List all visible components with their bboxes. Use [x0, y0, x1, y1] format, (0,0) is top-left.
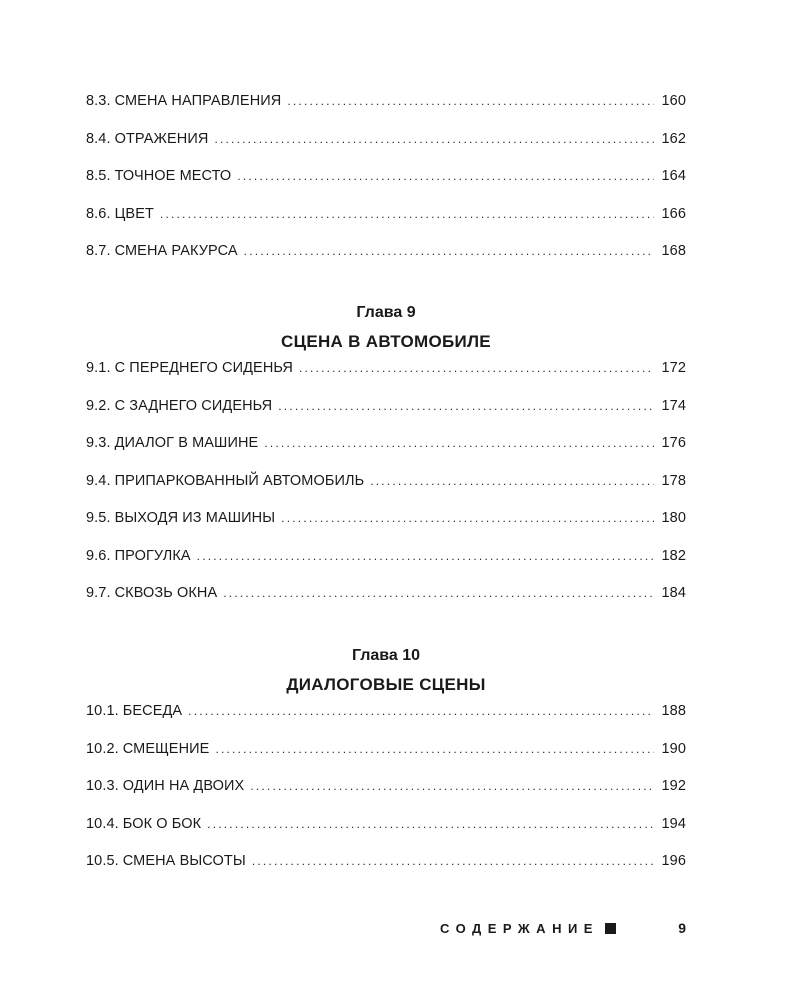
entry-page: 176: [661, 435, 686, 451]
entry-page: 194: [661, 815, 686, 832]
toc-entry[interactable]: [86, 853, 686, 891]
entry-number: 10.4.: [86, 815, 119, 832]
chapter-10-heading: [86, 647, 686, 695]
entry-title: ДИАЛОГ В МАШИНЕ: [114, 435, 259, 451]
entry-title: ЦВЕТ: [114, 205, 154, 222]
entry-page: 196: [661, 853, 686, 869]
entry-page: 190: [661, 740, 686, 757]
entry-page: 162: [661, 130, 686, 147]
toc-entry[interactable]: [86, 741, 686, 779]
chapter-9-heading: [86, 304, 686, 352]
entry-page: 188: [661, 703, 686, 719]
entry-number: 10.5.: [86, 853, 119, 869]
toc-entry[interactable]: [86, 93, 686, 131]
toc-entry[interactable]: [86, 360, 686, 398]
dot-leader: [188, 704, 654, 718]
entry-page: 192: [661, 778, 686, 794]
entry-page: 172: [661, 360, 686, 376]
toc-entry[interactable]: [86, 585, 686, 623]
entry-number: 10.2.: [86, 740, 119, 757]
entry-title: ВЫХОДЯ ИЗ МАШИНЫ: [114, 510, 276, 526]
chapter-title: ДИАЛОГОВЫЕ СЦЕНЫ: [286, 675, 486, 694]
dot-leader: [287, 94, 654, 108]
entry-page: 182: [661, 547, 686, 564]
entry-title: ОДИН НА ДВОИХ: [122, 778, 245, 794]
toc-entry[interactable]: [86, 703, 686, 741]
square-icon: [605, 923, 616, 934]
entry-title: ПРИПАРКОВАННЫЙ АВТОМОБИЛЬ: [114, 472, 365, 489]
entry-number: 8.3.: [86, 93, 111, 109]
entry-title: СКВОЗЬ ОКНА: [114, 585, 218, 601]
entry-number: 8.5.: [86, 168, 111, 184]
toc-list-chapter-9: [86, 360, 686, 623]
dot-leader: [281, 511, 654, 525]
dot-leader: [207, 817, 654, 831]
dot-leader: [237, 169, 654, 183]
entry-number: 8.6.: [86, 205, 111, 222]
toc-entry[interactable]: [86, 131, 686, 169]
toc-entry[interactable]: [86, 473, 686, 511]
entry-number: 9.1.: [86, 360, 111, 376]
entry-number: 10.3.: [86, 778, 119, 794]
toc-list-chapter-10: [86, 703, 686, 891]
chapter-label: Глава 9: [356, 304, 416, 321]
toc-entry[interactable]: [86, 816, 686, 854]
entry-title: СМЕНА ВЫСОТЫ: [122, 853, 246, 869]
dot-leader: [299, 361, 654, 375]
page-footer: [440, 920, 686, 936]
toc-entry[interactable]: [86, 398, 686, 436]
dot-leader: [160, 207, 654, 221]
chapter-label: Глава 10: [351, 647, 421, 664]
toc-entry[interactable]: [86, 778, 686, 816]
dot-leader: [252, 854, 654, 868]
chapter-title: СЦЕНА В АВТОМОБИЛЕ: [281, 332, 491, 351]
dot-leader: [278, 399, 654, 413]
dot-leader: [250, 779, 654, 793]
entry-number: 9.3.: [86, 435, 111, 451]
entry-title: СМЕНА РАКУРСА: [114, 243, 238, 259]
dot-leader: [370, 474, 654, 488]
entry-page: 180: [661, 510, 686, 526]
dot-leader: [215, 742, 654, 756]
entry-number: 8.4.: [86, 130, 111, 147]
entry-number: 9.2.: [86, 397, 111, 414]
dot-leader: [244, 244, 654, 258]
entry-page: 166: [661, 205, 686, 222]
entry-title: СМЕНА НАПРАВЛЕНИЯ: [114, 93, 282, 109]
toc-entry[interactable]: [86, 168, 686, 206]
dot-leader: [223, 586, 654, 600]
entry-title: ПРОГУЛКА: [114, 547, 191, 564]
entry-page: 174: [661, 397, 686, 414]
entry-title: БЕСЕДА: [122, 703, 183, 719]
toc-entry[interactable]: [86, 243, 686, 281]
dot-leader: [214, 132, 654, 146]
dot-leader: [264, 436, 654, 450]
toc-entry[interactable]: [86, 510, 686, 548]
toc-entry[interactable]: [86, 548, 686, 586]
entry-page: 164: [661, 168, 686, 184]
page-number: 9: [678, 920, 686, 936]
running-head: СОДЕРЖАНИЕ: [440, 920, 599, 936]
entry-page: 160: [661, 93, 686, 109]
entry-title: ТОЧНОЕ МЕСТО: [114, 168, 232, 184]
entry-title: СМЕЩЕНИЕ: [122, 740, 210, 757]
entry-page: 178: [661, 472, 686, 489]
entry-page: 184: [661, 585, 686, 601]
entry-title: ОТРАЖЕНИЯ: [114, 130, 209, 147]
entry-title: С ЗАДНЕГО СИДЕНЬЯ: [114, 397, 273, 414]
entry-number: 8.7.: [86, 243, 111, 259]
entry-number: 9.4.: [86, 472, 111, 489]
dot-leader: [197, 549, 654, 563]
entry-number: 9.6.: [86, 547, 111, 564]
toc-entry[interactable]: [86, 206, 686, 244]
entry-title: БОК О БОК: [122, 815, 202, 832]
entry-number: 9.5.: [86, 510, 111, 526]
entry-number: 9.7.: [86, 585, 111, 601]
toc-entry[interactable]: [86, 435, 686, 473]
entry-number: 10.1.: [86, 703, 119, 719]
toc-list-chapter-8: [86, 93, 686, 281]
entry-title: С ПЕРЕДНЕГО СИДЕНЬЯ: [114, 360, 293, 376]
entry-page: 168: [661, 243, 686, 259]
